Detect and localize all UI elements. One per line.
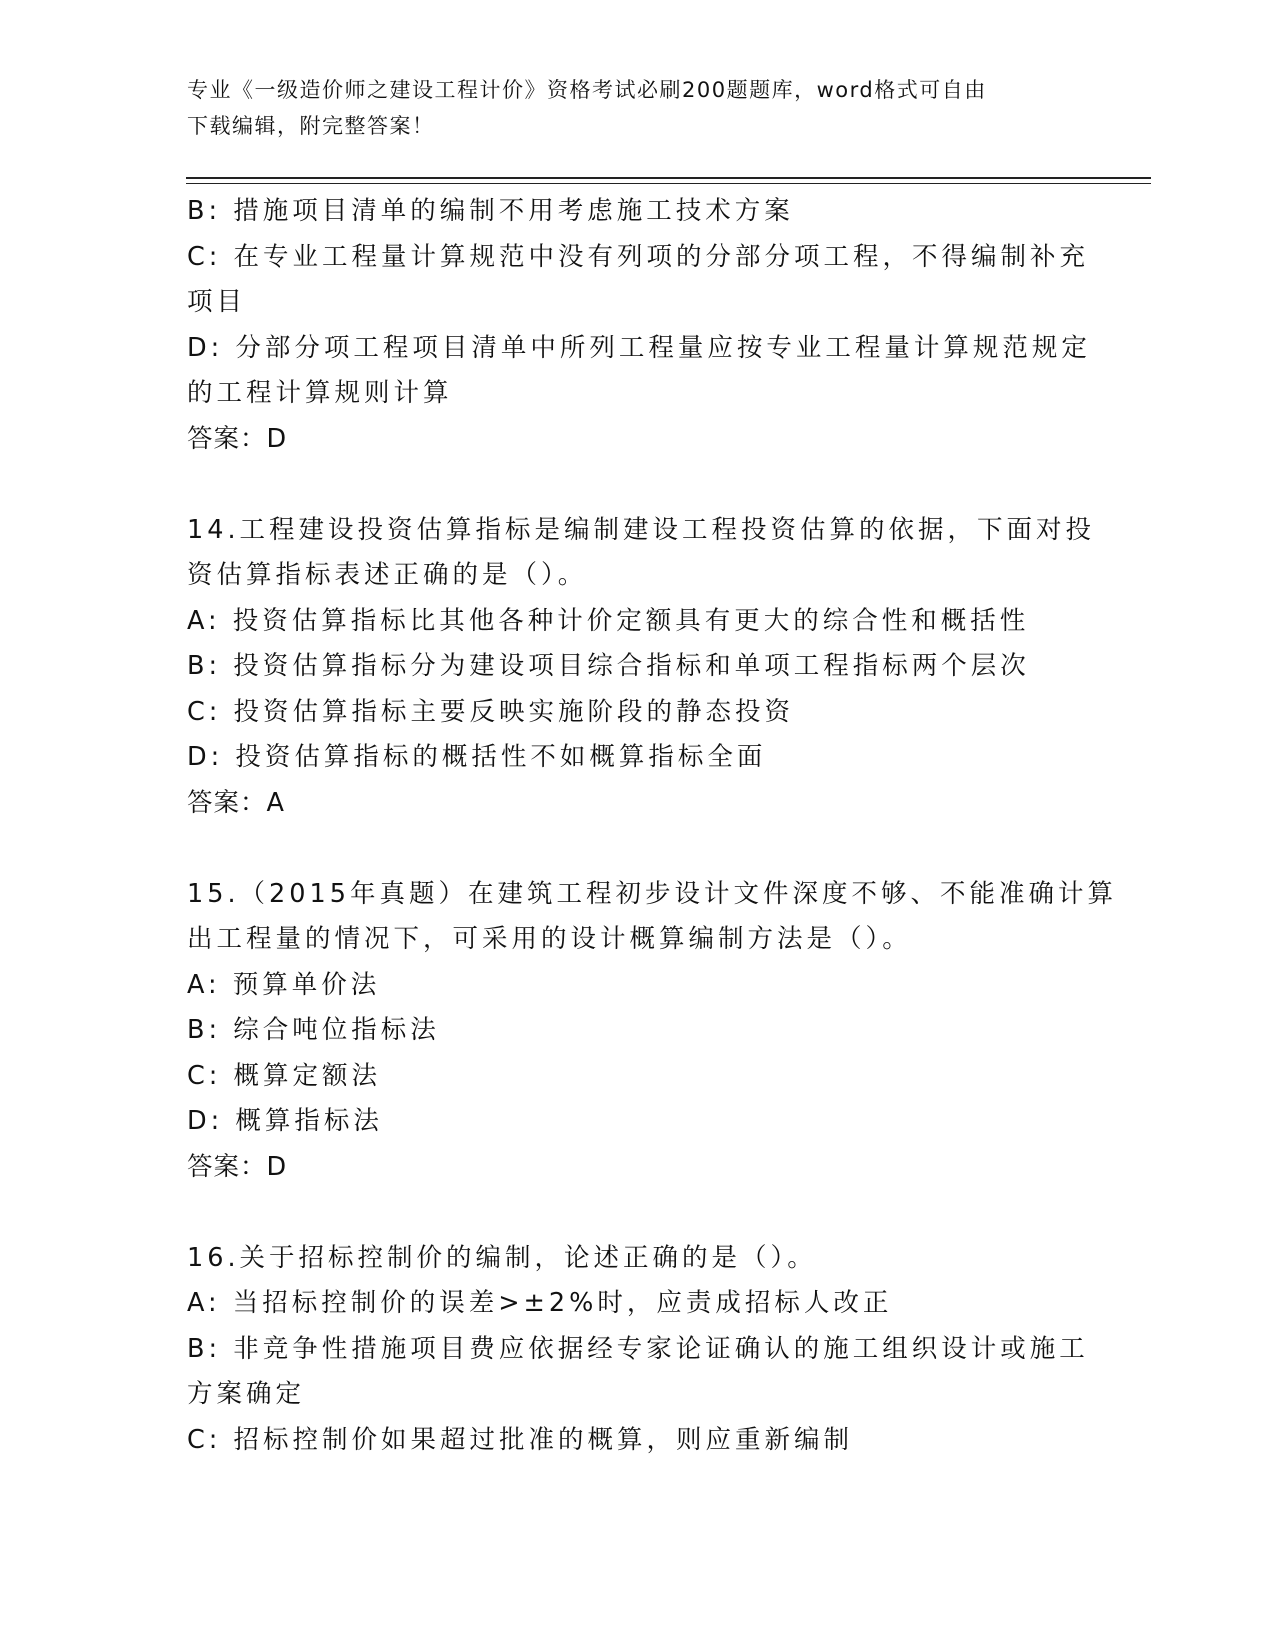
question-15 [187, 872, 1117, 1191]
question-stem-line-1: 15.（2015年真题）在建筑工程初步设计文件深度不够、不能准确计算 [187, 878, 1117, 909]
question-13-tail [187, 189, 1091, 462]
answer: 答案：D [187, 423, 288, 454]
spacer [187, 826, 1087, 872]
question-stem-line-1: 14.工程建设投资估算指标是编制建设工程投资估算的依据，下面对投 [187, 514, 1096, 545]
header-line-1: 专业《一级造价师之建设工程计价》资格考试必刷200题题库，word格式可自由 [187, 78, 987, 102]
question-16 [187, 1236, 1087, 1464]
option-d: D: 投资估算指标的概括性不如概算指标全面 [187, 742, 767, 772]
header-divider-thick [186, 177, 1151, 179]
header-divider-thin [186, 183, 1151, 184]
question-stem-line-2: 出工程量的情况下，可采用的设计概算编制方法是（）。 [187, 924, 912, 954]
option-b: B: 综合吨位指标法 [187, 1015, 440, 1045]
spacer [187, 462, 1087, 508]
option-d: D: 概算指标法 [187, 1106, 383, 1136]
option-b-line-1: B: 非竞争性措施项目费应依据经专家论证确认的施工组织设计或施工 [187, 1333, 1089, 1364]
question-body [187, 189, 1117, 1463]
question-stem-line-2: 资估算指标表述正确的是（）。 [187, 560, 588, 590]
option-c: C: 投资估算指标主要反映实施阶段的静态投资 [187, 696, 795, 727]
option-c: C: 概算定额法 [187, 1060, 382, 1091]
spacer [187, 1190, 1087, 1236]
option-a: A: 预算单价法 [187, 969, 381, 1000]
option-a: A: 投资估算指标比其他各种计价定额具有更大的综合性和概括性 [187, 605, 1030, 636]
option-c-line-2: 项目 [187, 287, 247, 317]
option-b: B: 措施项目清单的编制不用考虑施工技术方案 [187, 196, 794, 226]
answer: 答案：D [187, 1151, 288, 1182]
option-c: C: 招标控制价如果超过批准的概算，则应重新编制 [187, 1424, 854, 1455]
page-header [187, 72, 1067, 144]
option-b-line-2: 方案确定 [187, 1379, 306, 1409]
option-a: A: 当招标控制价的误差>±2%时，应责成招标人改正 [187, 1288, 893, 1318]
answer: 答案：A [187, 787, 285, 818]
option-d-line-2: 的工程计算规则计算 [187, 378, 453, 408]
question-stem-line-1: 16.关于招标控制价的编制，论述正确的是（）。 [187, 1242, 817, 1273]
option-d-line-1: D: 分部分项工程项目清单中所列工程量应按专业工程量计算规范规定 [187, 332, 1091, 363]
option-c-line-1: C: 在专业工程量计算规范中没有列项的分部分项工程，不得编制补充 [187, 241, 1090, 272]
header-line-2: 下载编辑，附完整答案！ [187, 114, 435, 138]
option-b: B: 投资估算指标分为建设项目综合指标和单项工程指标两个层次 [187, 651, 1030, 681]
question-14 [187, 508, 1096, 827]
